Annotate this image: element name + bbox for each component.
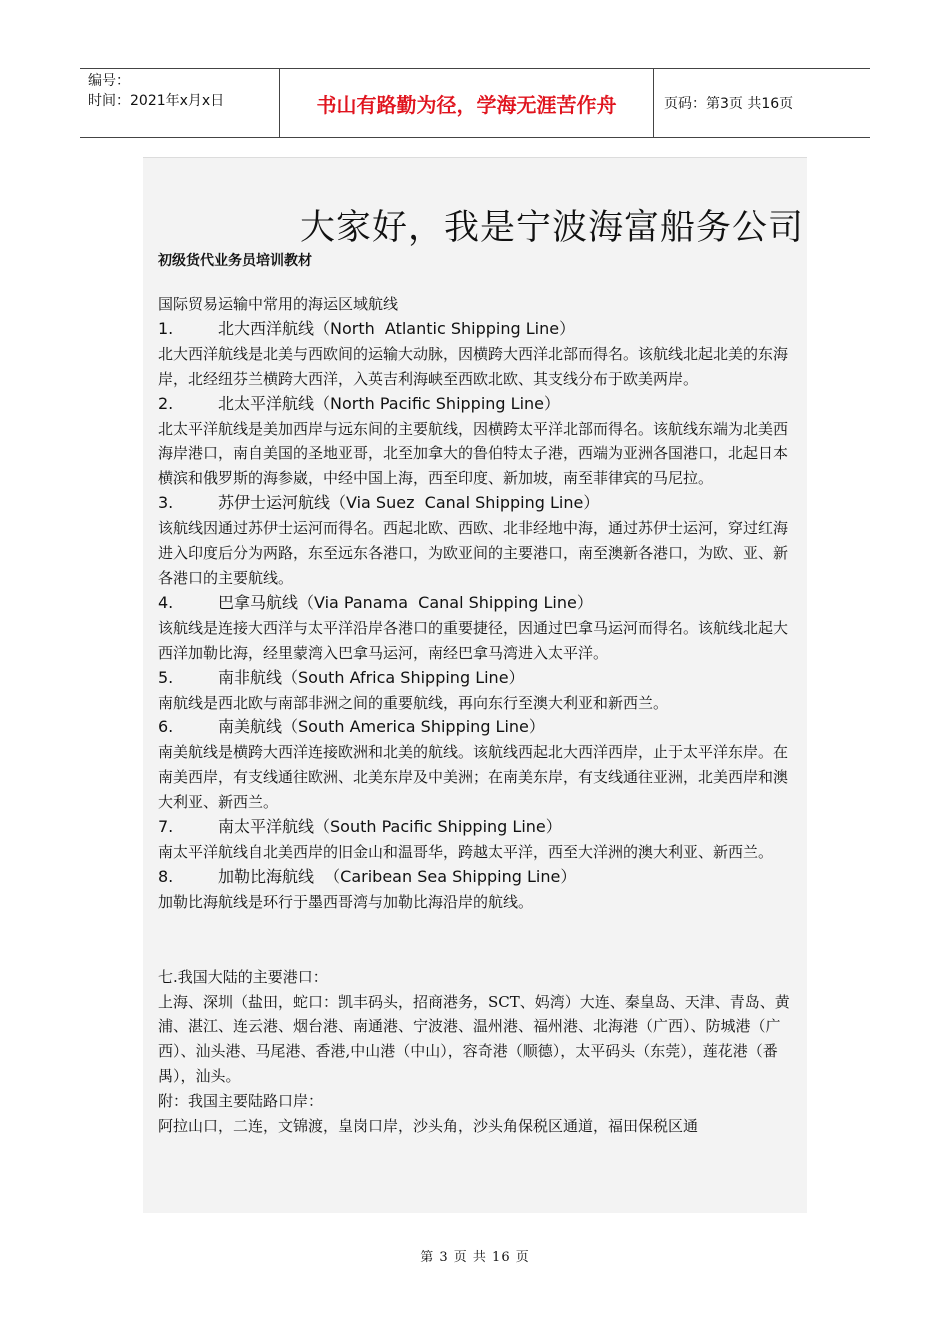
- header-meta: [80, 69, 280, 137]
- section-text: 南美航线是横跨大西洋连接欧洲和北美的航线。该航线西起北大西洋西岸，止于太平洋东岸。在南美西岸，有支线通往欧洲、北美东岸及中美洲；在南美东岸，有支线通往亚洲，北美西岸和澳大利亚、新西兰。: [158, 743, 789, 812]
- section-text: 北大西洋航线是北美与西欧间的运输大动脉，因横跨大西洋北部而得名。该航线北起北美的东海岸，北经纽芬兰横跨大西洋，入英吉利海峡至西欧北欧、其支线分布于欧美两岸。: [158, 344, 789, 388]
- page-footer: 第 3 页 共 16 页: [420, 1250, 530, 1265]
- section-title: 北大西洋航线（North Atlantic Shipping Line）: [218, 318, 576, 338]
- section-title: 苏伊士运河航线（Via Suez Canal Shipping Line）: [218, 493, 600, 513]
- intro-line: 国际贸易运输中常用的海运区域航线: [158, 295, 399, 313]
- document-time-label: 时间：2021年x月x日: [88, 93, 225, 109]
- section-heading: [158, 491, 794, 516]
- document-body: [158, 292, 794, 1139]
- section-text: 该航线因通过苏伊士运河而得名。西起北欧、西欧、北非经地中海，通过苏伊士运河，穿过红海进入印度后分为两路，东至远东各港口，为欧亚间的主要港口，南至澳新各港口，为欧、亚、新各港口的主要航线。: [158, 519, 789, 587]
- header-page-info: 页码：第3页 共16页: [664, 96, 794, 112]
- section-title: 南太平洋航线（South Pacific Shipping Line）: [218, 817, 562, 837]
- section-heading: [158, 815, 794, 840]
- section-heading: [158, 865, 794, 890]
- spacer: [158, 915, 794, 965]
- section-number: 7.: [158, 817, 174, 837]
- section-title: 南非航线（South Africa Shipping Line）: [218, 667, 525, 687]
- section-number: 8.: [158, 866, 174, 886]
- section-title: 加勒比海航线 （Caribean Sea Shipping Line）: [218, 866, 577, 886]
- section-number: 2.: [158, 393, 174, 413]
- section-text: 加勒比海航线是环行于墨西哥湾与加勒比海沿岸的航线。: [158, 892, 534, 911]
- section-heading: [158, 715, 794, 740]
- section-number: 1.: [158, 318, 174, 338]
- section-number: 3.: [158, 493, 174, 513]
- section-heading: [158, 392, 794, 417]
- land-ports-heading: 附：我国主要陆路口岸：: [158, 1092, 324, 1111]
- section-heading: [158, 666, 794, 691]
- page-subtitle: 初级货代业务员培训教材: [158, 253, 312, 269]
- document-number-label: 编号：: [88, 73, 130, 89]
- page-title: 大家好，我是宁波海富船务公司: [300, 208, 805, 248]
- section-title: 北太平洋航线（North Pacific Shipping Line）: [218, 393, 561, 413]
- section-title: 南美航线（South America Shipping Line）: [218, 717, 545, 737]
- section-title: 巴拿马航线（Via Panama Canal Shipping Line）: [218, 592, 593, 612]
- section-text: 该航线是连接大西洋与太平洋沿岸各港口的重要捷径，因通过巴拿马运河而得名。该航线北起大西洋加勒比海，经里蒙湾入巴拿马运河，南经巴拿马湾进入太平洋。: [158, 618, 789, 662]
- header-motto: 书山有路勤为径，学海无涯苦作舟: [280, 69, 654, 137]
- section-text: 北太平洋航线是美加西岸与远东间的主要航线，因横跨太平洋北部而得名。该航线东端为北美西海岸港口，南自美国的圣地亚哥，北至加拿大的鲁伯特太子港，西端为亚洲各国港口，北起日本横滨和俄罗斯的海参崴，中经中国上海，西至印度、新加坡，南至菲律宾的马尼拉。: [158, 419, 789, 488]
- section-text: 南太平洋航线自北美西岸的旧金山和温哥华，跨越太平洋，西至大洋洲的澳大利亚、新西兰。: [158, 842, 774, 861]
- section-text: 南航线是西北欧与南部非洲之间的重要航线，再向东行至澳大利亚和新西兰。: [158, 693, 669, 712]
- section-number: 4.: [158, 592, 174, 612]
- page-header: [80, 68, 870, 138]
- ports-heading: 七.我国大陆的主要港口：: [158, 967, 328, 986]
- section-heading: [158, 317, 794, 342]
- section-number: 5.: [158, 667, 174, 687]
- ports-text: 上海、深圳（盐田，蛇口：凯丰码头，招商港务，SCT、妈湾）大连、秦皇岛、天津、青岛、黄浦、湛江、连云港、烟台港、南通港、宁波港、温州港、福州港、北海港（广西）、防城港（广西）、汕头港、马尾港、香港,中山港（中山），容奇港（顺德），太平码头（东莞），莲花港（番禺），汕头。: [158, 992, 790, 1086]
- land-ports-text: 阿拉山口，二连，文锦渡，皇岗口岸，沙头角，沙头角保税区通道，福田保税区通: [158, 1117, 699, 1136]
- section-heading: [158, 591, 794, 616]
- section-number: 6.: [158, 717, 174, 737]
